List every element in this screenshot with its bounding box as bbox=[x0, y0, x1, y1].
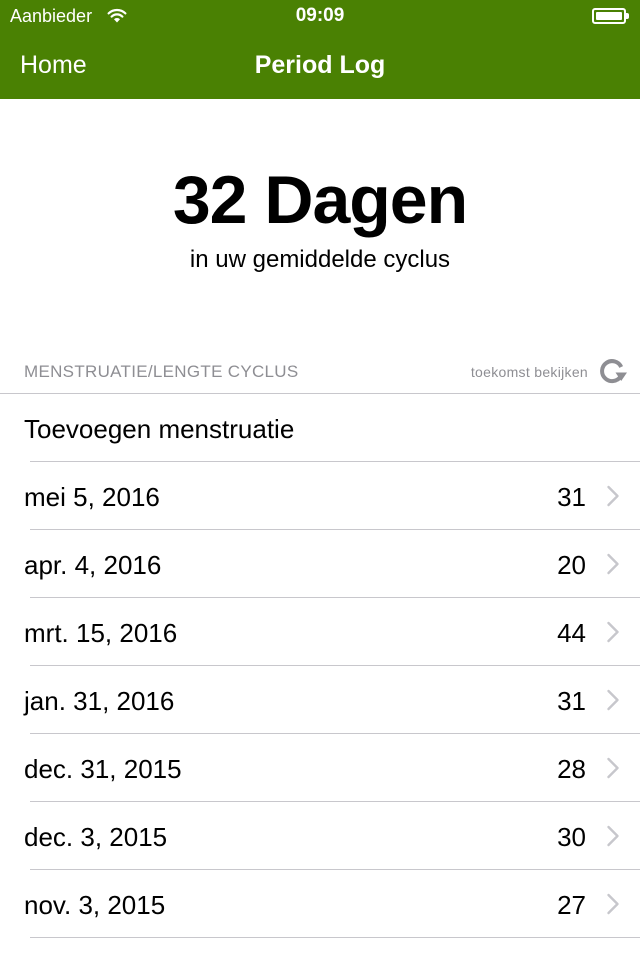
section-title: MENSTRUATIE/LENGTE CYCLUS bbox=[24, 362, 299, 381]
chevron-right-icon bbox=[606, 689, 620, 711]
battery-icon bbox=[592, 8, 630, 24]
status-time: 09:09 bbox=[295, 5, 345, 26]
period-row[interactable] bbox=[0, 870, 640, 938]
page-title: Period Log bbox=[254, 51, 386, 79]
chevron-right-icon bbox=[606, 621, 620, 643]
cycle-length: 28 bbox=[557, 754, 586, 784]
period-row[interactable] bbox=[0, 666, 640, 734]
home-back-button[interactable]: Home bbox=[20, 51, 87, 79]
average-cycle-caption: in uw gemiddelde cyclus bbox=[189, 246, 451, 273]
period-entries bbox=[0, 462, 640, 938]
period-row[interactable] bbox=[0, 530, 640, 598]
view-future-button[interactable] bbox=[471, 356, 628, 388]
chevron-right-icon bbox=[606, 485, 620, 507]
add-period-label: Toevoegen menstruatie bbox=[24, 414, 295, 444]
cycle-length: 31 bbox=[557, 686, 586, 716]
chevron-right-icon bbox=[606, 553, 620, 575]
chevron-right-icon bbox=[606, 757, 620, 779]
period-date: nov. 3, 2015 bbox=[24, 890, 166, 920]
average-cycle-value: 32 Dagen bbox=[172, 162, 468, 238]
app-header bbox=[0, 0, 640, 99]
refresh-icon bbox=[596, 356, 628, 388]
view-future-label: toekomst bekijken bbox=[470, 364, 588, 380]
cycle-length: 27 bbox=[557, 890, 586, 920]
status-bar bbox=[0, 0, 640, 34]
period-row[interactable] bbox=[0, 462, 640, 530]
period-row[interactable] bbox=[0, 598, 640, 666]
cycle-length: 30 bbox=[557, 822, 586, 852]
period-list bbox=[0, 393, 640, 938]
carrier-label: Aanbieder bbox=[10, 6, 93, 26]
period-date: apr. 4, 2016 bbox=[24, 550, 162, 580]
chevron-right-icon bbox=[606, 893, 620, 915]
cycle-length: 31 bbox=[557, 482, 586, 512]
chevron-right-icon bbox=[606, 825, 620, 847]
period-date: mrt. 15, 2016 bbox=[24, 618, 178, 648]
cycle-length: 20 bbox=[557, 550, 586, 580]
period-date: dec. 31, 2015 bbox=[24, 754, 182, 784]
period-row[interactable] bbox=[0, 734, 640, 802]
period-date: dec. 3, 2015 bbox=[24, 822, 168, 852]
section-header bbox=[0, 352, 640, 393]
period-date: jan. 31, 2016 bbox=[24, 686, 175, 716]
add-period-row[interactable] bbox=[0, 394, 640, 462]
period-row[interactable] bbox=[0, 802, 640, 870]
cycle-length: 44 bbox=[557, 618, 586, 648]
average-cycle-summary bbox=[0, 160, 640, 274]
period-date: mei 5, 2016 bbox=[24, 482, 160, 512]
